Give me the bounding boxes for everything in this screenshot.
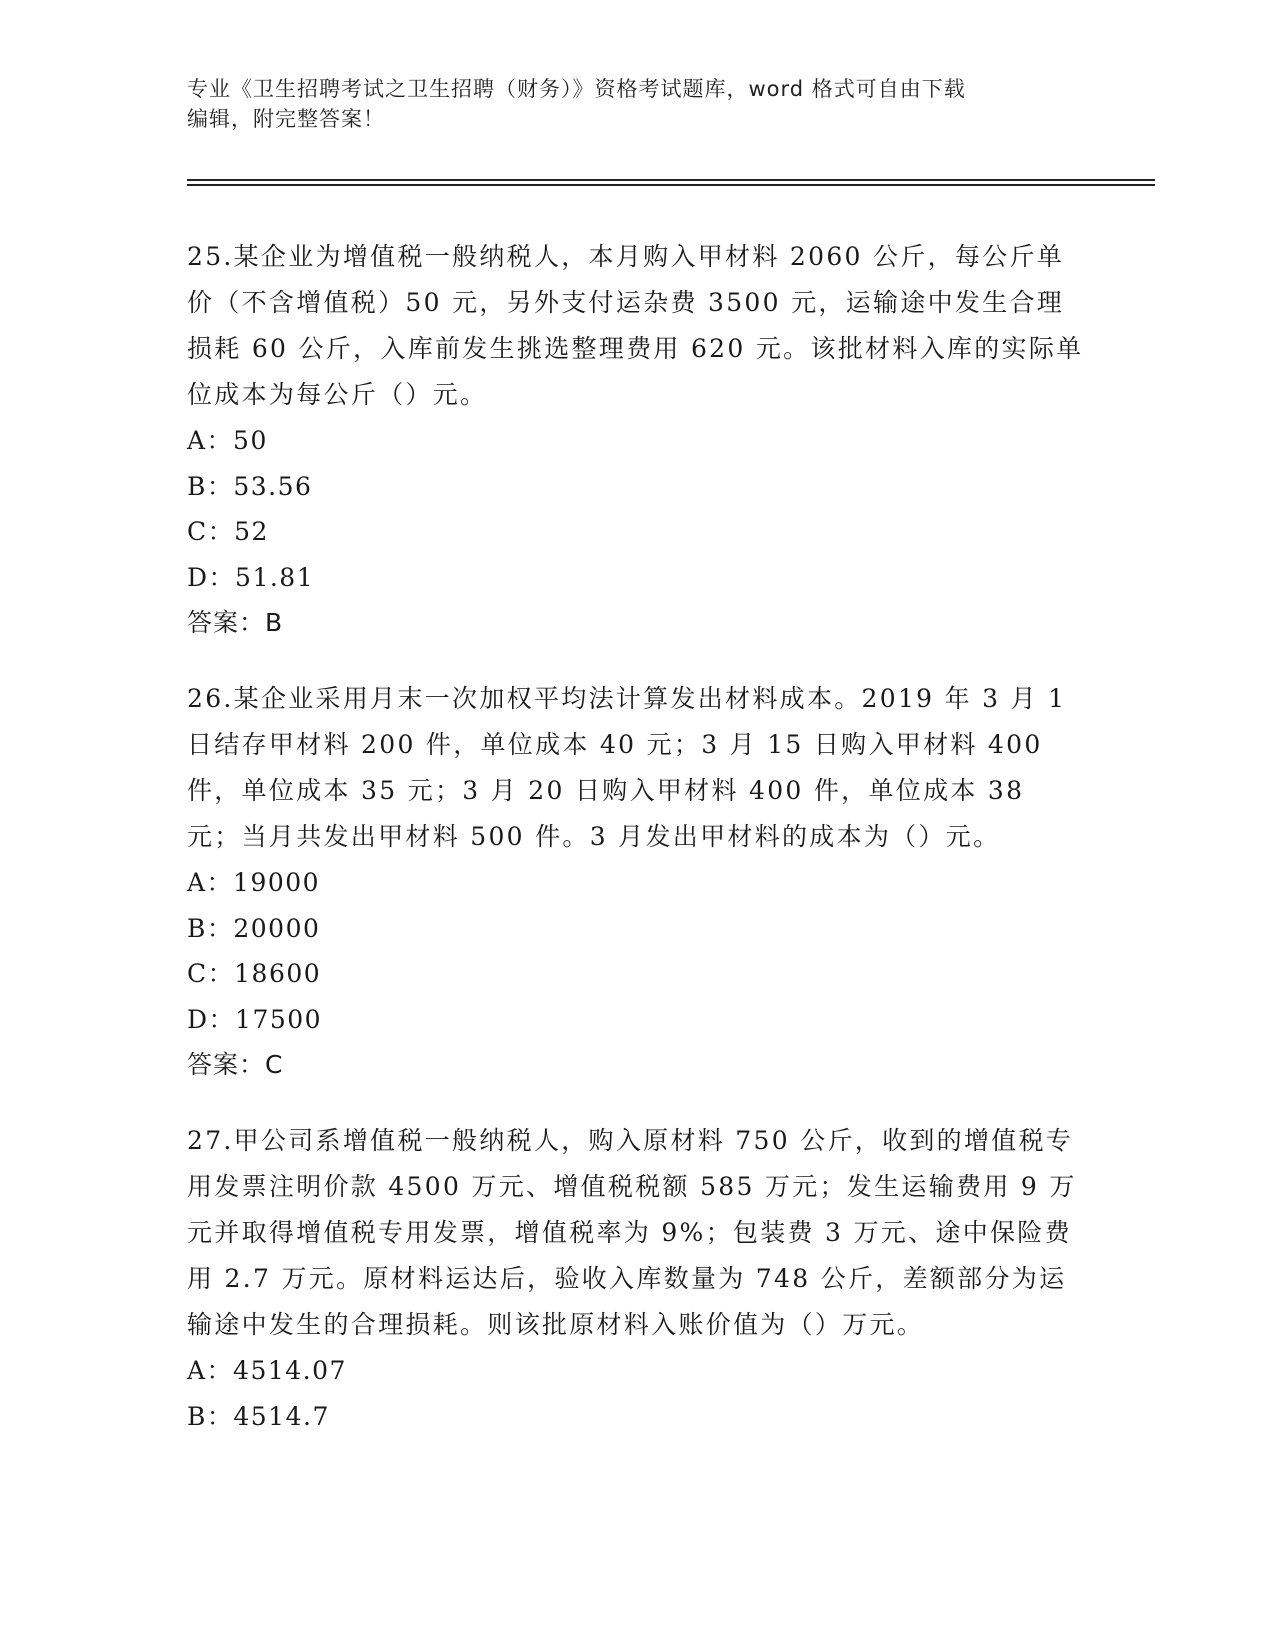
header-line-1: 专业《卫生招聘考试之卫生招聘（财务）》资格考试题库，word 格式可自由下载 xyxy=(187,77,966,101)
question-27 xyxy=(187,1118,1087,1439)
header-rule-top xyxy=(187,179,1155,181)
document-header xyxy=(187,74,1087,134)
question-text: 26.某企业采用月末一次加权平均法计算发出材料成本。2019 年 3 月 1 日结存甲材料 200 件，单位成本 40 元；3 月 15 日购入甲材料 400 件，单位成本 35 元；3 月 20 日购入甲材料 400 件，单位成本 38 元；当月共发出甲材料 500 件。3 月发出甲材料的成本为（）元。 xyxy=(187,684,1067,851)
option-b: B：4514.7 xyxy=(187,1401,330,1431)
question-25 xyxy=(187,234,1087,646)
question-text: 25.某企业为增值税一般纳税人，本月购入甲材料 2060 公斤，每公斤单价（不含增值税）50 元，另外支付运杂费 3500 元，运输途中发生合理损耗 60 公斤，入库前发生挑选整理费用 620 元。该批材料入库的实际单位成本为每公斤（）元。 xyxy=(187,242,1084,409)
option-d: D：17500 xyxy=(187,1004,323,1034)
option-a: A：19000 xyxy=(187,868,321,897)
option-a: A：50 xyxy=(187,426,268,455)
option-b: B：53.56 xyxy=(187,471,313,501)
option-a: A：4514.07 xyxy=(187,1356,347,1385)
question-26 xyxy=(187,676,1087,1088)
option-c: C：52 xyxy=(187,517,269,546)
header-rule-bottom xyxy=(187,184,1155,186)
option-c: C：18600 xyxy=(187,959,322,988)
header-line-2: 编辑，附完整答案！ xyxy=(187,107,385,131)
question-list xyxy=(187,234,1087,1469)
question-text: 27.甲公司系增值税一般纳税人，购入原材料 750 公斤，收到的增值税专用发票注明价款 4500 万元、增值税税额 585 万元；发生运输费用 9 万元并取得增值税专用发票，增值税率为 9%；包装费 3 万元、途中保险费用 2.7 万元。原材料运达后，验收入库数量为 748 公斤，差额部分为运输途中发生的合理损耗。则该批原材料入账价值为（）万元。 xyxy=(187,1126,1077,1339)
option-d: D：51.81 xyxy=(187,562,315,592)
option-b: B：20000 xyxy=(187,913,321,943)
answer-label: 答案：B xyxy=(187,608,284,637)
answer-label: 答案：C xyxy=(187,1050,284,1079)
